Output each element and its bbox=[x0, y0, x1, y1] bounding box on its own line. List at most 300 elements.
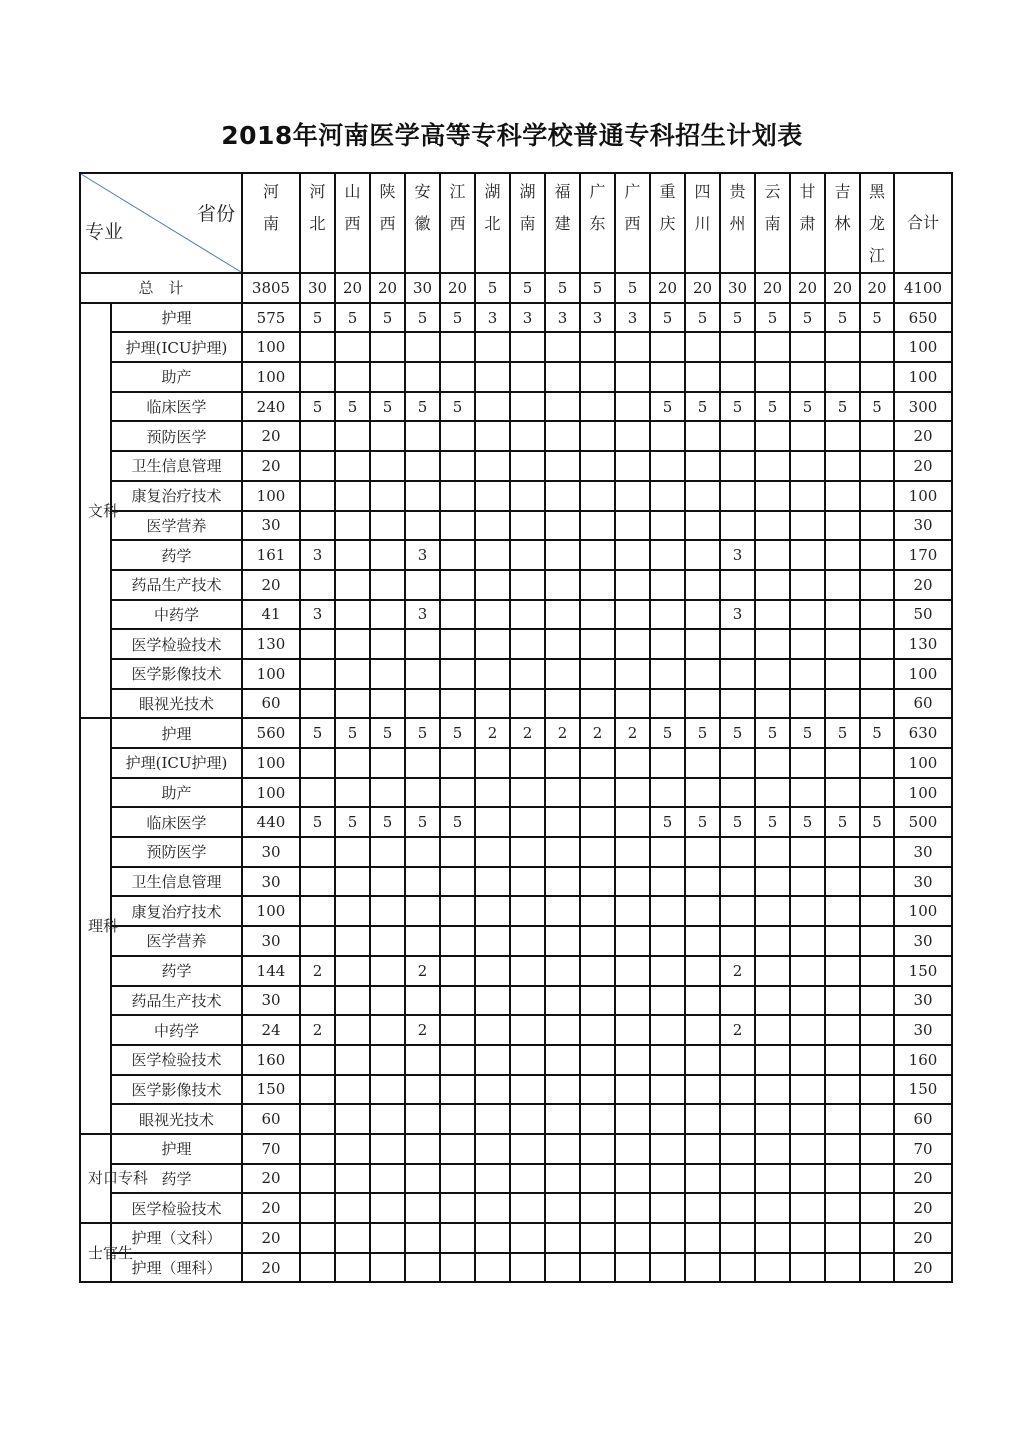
quota-cell: 5 bbox=[335, 303, 370, 333]
row-total-cell: 30 bbox=[894, 1015, 952, 1045]
quota-cell bbox=[370, 600, 405, 630]
quota-cell bbox=[720, 1253, 755, 1283]
category-group-text: 士官生 bbox=[88, 1243, 134, 1262]
quota-cell bbox=[300, 659, 335, 689]
quota-cell: 5 bbox=[405, 303, 440, 333]
quota-cell bbox=[335, 748, 370, 778]
quota-cell bbox=[825, 956, 860, 986]
quota-cell bbox=[720, 748, 755, 778]
quota-cell bbox=[440, 778, 475, 808]
quota-cell bbox=[440, 986, 475, 1016]
major-name: 卫生信息管理 bbox=[111, 451, 242, 481]
quota-cell bbox=[370, 629, 405, 659]
quota-cell: 5 bbox=[650, 807, 685, 837]
major-name: 眼视光技术 bbox=[111, 689, 242, 719]
quota-cell: 3 bbox=[300, 540, 335, 570]
quota-cell bbox=[755, 511, 790, 541]
quota-cell bbox=[475, 896, 510, 926]
quota-cell: 5 bbox=[860, 807, 894, 837]
quota-cell bbox=[440, 748, 475, 778]
quota-cell bbox=[720, 511, 755, 541]
quota-cell bbox=[615, 807, 650, 837]
quota-cell bbox=[685, 867, 720, 897]
quota-cell bbox=[510, 986, 545, 1016]
quota-cell bbox=[685, 1015, 720, 1045]
table-row bbox=[80, 511, 952, 541]
quota-cell bbox=[545, 1015, 580, 1045]
quota-cell bbox=[405, 659, 440, 689]
quota-cell bbox=[475, 481, 510, 511]
quota-cell bbox=[650, 1045, 685, 1075]
quota-cell bbox=[370, 332, 405, 362]
quota-cell bbox=[300, 570, 335, 600]
quota-cell bbox=[440, 511, 475, 541]
grand-total-cell: 20 bbox=[685, 273, 720, 303]
quota-cell bbox=[755, 332, 790, 362]
quota-cell bbox=[475, 807, 510, 837]
quota-cell bbox=[615, 1045, 650, 1075]
quota-cell: 30 bbox=[242, 986, 300, 1016]
quota-cell bbox=[580, 1015, 615, 1045]
major-name: 医学营养 bbox=[111, 926, 242, 956]
province-header bbox=[370, 173, 405, 273]
quota-cell: 3 bbox=[510, 303, 545, 333]
quota-cell bbox=[440, 956, 475, 986]
quota-cell bbox=[510, 689, 545, 719]
quota-cell: 560 bbox=[242, 718, 300, 748]
major-name: 护理（文科） bbox=[111, 1223, 242, 1253]
table-row bbox=[80, 570, 952, 600]
major-name: 护理 bbox=[111, 303, 242, 333]
category-group-text: 理科 bbox=[88, 917, 119, 936]
quota-cell bbox=[685, 837, 720, 867]
quota-cell bbox=[720, 837, 755, 867]
quota-cell: 100 bbox=[242, 778, 300, 808]
quota-cell bbox=[825, 1253, 860, 1283]
quota-cell bbox=[615, 1104, 650, 1134]
row-total-cell: 30 bbox=[894, 511, 952, 541]
quota-cell: 130 bbox=[242, 629, 300, 659]
quota-cell bbox=[615, 1193, 650, 1223]
grand-total-cell: 20 bbox=[370, 273, 405, 303]
quota-cell bbox=[300, 511, 335, 541]
quota-cell bbox=[720, 421, 755, 451]
quota-cell: 2 bbox=[510, 718, 545, 748]
quota-cell bbox=[615, 896, 650, 926]
quota-cell bbox=[475, 421, 510, 451]
quota-cell bbox=[510, 778, 545, 808]
quota-cell bbox=[475, 659, 510, 689]
quota-cell bbox=[825, 926, 860, 956]
quota-cell bbox=[335, 540, 370, 570]
quota-cell bbox=[370, 540, 405, 570]
quota-cell bbox=[755, 778, 790, 808]
quota-cell bbox=[335, 451, 370, 481]
quota-cell bbox=[370, 1223, 405, 1253]
quota-cell bbox=[755, 896, 790, 926]
quota-cell bbox=[440, 1015, 475, 1045]
quota-cell bbox=[685, 1164, 720, 1194]
quota-cell: 5 bbox=[440, 807, 475, 837]
quota-cell: 20 bbox=[242, 1223, 300, 1253]
table-row bbox=[80, 896, 952, 926]
quota-cell bbox=[545, 451, 580, 481]
major-name: 医学检验技术 bbox=[111, 1193, 242, 1223]
quota-cell: 3 bbox=[615, 303, 650, 333]
quota-cell bbox=[615, 689, 650, 719]
quota-cell bbox=[405, 511, 440, 541]
quota-cell bbox=[370, 867, 405, 897]
row-total-cell: 50 bbox=[894, 600, 952, 630]
major-name: 助产 bbox=[111, 778, 242, 808]
quota-cell bbox=[580, 481, 615, 511]
quota-cell bbox=[860, 1045, 894, 1075]
quota-cell: 5 bbox=[720, 392, 755, 422]
province-header bbox=[790, 173, 825, 273]
quota-cell bbox=[300, 1075, 335, 1105]
quota-cell bbox=[440, 837, 475, 867]
quota-cell bbox=[615, 837, 650, 867]
province-name: 广东 bbox=[589, 182, 606, 233]
quota-cell bbox=[825, 778, 860, 808]
province-name: 河南 bbox=[263, 182, 280, 233]
quota-cell bbox=[790, 1164, 825, 1194]
category-group-label bbox=[80, 1223, 134, 1282]
quota-cell bbox=[475, 1164, 510, 1194]
quota-cell bbox=[580, 867, 615, 897]
quota-cell bbox=[370, 1104, 405, 1134]
quota-cell bbox=[440, 1193, 475, 1223]
quota-cell bbox=[650, 896, 685, 926]
quota-cell bbox=[510, 896, 545, 926]
quota-cell bbox=[510, 332, 545, 362]
quota-cell bbox=[370, 778, 405, 808]
quota-cell bbox=[335, 659, 370, 689]
quota-cell bbox=[790, 421, 825, 451]
quota-cell bbox=[720, 1193, 755, 1223]
quota-cell: 20 bbox=[242, 1193, 300, 1223]
quota-cell bbox=[755, 659, 790, 689]
quota-cell bbox=[650, 1015, 685, 1045]
quota-cell bbox=[615, 1015, 650, 1045]
quota-cell bbox=[440, 600, 475, 630]
quota-cell bbox=[405, 837, 440, 867]
quota-cell bbox=[615, 956, 650, 986]
quota-cell bbox=[510, 540, 545, 570]
quota-cell bbox=[755, 600, 790, 630]
quota-cell bbox=[475, 511, 510, 541]
table-row bbox=[80, 1223, 952, 1253]
quota-cell: 20 bbox=[242, 451, 300, 481]
quota-cell bbox=[825, 1075, 860, 1105]
quota-cell bbox=[825, 896, 860, 926]
quota-cell bbox=[510, 1015, 545, 1045]
row-total-cell: 20 bbox=[894, 1223, 952, 1253]
quota-cell: 30 bbox=[242, 511, 300, 541]
quota-cell bbox=[685, 1075, 720, 1105]
quota-cell bbox=[475, 689, 510, 719]
table-row bbox=[80, 362, 952, 392]
quota-cell bbox=[545, 689, 580, 719]
quota-cell bbox=[860, 778, 894, 808]
category-group-label bbox=[80, 303, 119, 719]
quota-cell bbox=[335, 926, 370, 956]
quota-cell: 5 bbox=[335, 807, 370, 837]
quota-cell bbox=[405, 1164, 440, 1194]
quota-cell bbox=[790, 1134, 825, 1164]
quota-cell bbox=[300, 689, 335, 719]
quota-cell bbox=[335, 986, 370, 1016]
quota-cell bbox=[685, 362, 720, 392]
quota-cell bbox=[335, 837, 370, 867]
province-name: 云南 bbox=[764, 182, 781, 233]
quota-cell: 161 bbox=[242, 540, 300, 570]
quota-cell: 2 bbox=[580, 718, 615, 748]
quota-cell bbox=[790, 926, 825, 956]
quota-cell: 5 bbox=[335, 718, 370, 748]
quota-cell bbox=[650, 689, 685, 719]
quota-cell: 20 bbox=[242, 421, 300, 451]
quota-cell bbox=[510, 481, 545, 511]
table-row bbox=[80, 659, 952, 689]
quota-cell bbox=[825, 867, 860, 897]
quota-cell bbox=[615, 986, 650, 1016]
quota-cell bbox=[650, 570, 685, 600]
quota-cell: 3 bbox=[720, 540, 755, 570]
table-row bbox=[80, 718, 952, 748]
quota-cell bbox=[720, 570, 755, 600]
quota-cell bbox=[475, 1193, 510, 1223]
table-row bbox=[80, 1104, 952, 1134]
major-name: 药学 bbox=[111, 1164, 242, 1194]
grand-total-row bbox=[80, 273, 952, 303]
major-name: 临床医学 bbox=[111, 392, 242, 422]
grand-total-cell: 5 bbox=[545, 273, 580, 303]
major-name: 护理(ICU护理) bbox=[111, 332, 242, 362]
quota-cell bbox=[370, 837, 405, 867]
quota-cell bbox=[335, 511, 370, 541]
quota-cell bbox=[545, 1045, 580, 1075]
major-name: 临床医学 bbox=[111, 807, 242, 837]
quota-cell bbox=[685, 1134, 720, 1164]
province-name: 重庆 bbox=[659, 182, 676, 233]
quota-cell bbox=[825, 1164, 860, 1194]
province-name: 山西 bbox=[344, 182, 361, 233]
quota-cell bbox=[650, 1104, 685, 1134]
quota-cell bbox=[545, 807, 580, 837]
quota-cell bbox=[370, 659, 405, 689]
quota-cell bbox=[615, 362, 650, 392]
quota-cell bbox=[300, 629, 335, 659]
row-total-cell: 70 bbox=[894, 1134, 952, 1164]
quota-cell bbox=[510, 1164, 545, 1194]
quota-cell bbox=[335, 896, 370, 926]
grand-total-cell: 20 bbox=[650, 273, 685, 303]
quota-cell bbox=[545, 986, 580, 1016]
quota-cell: 5 bbox=[405, 718, 440, 748]
quota-cell bbox=[650, 1223, 685, 1253]
quota-cell bbox=[335, 629, 370, 659]
row-total-cell: 630 bbox=[894, 718, 952, 748]
grand-total-cell: 3805 bbox=[242, 273, 300, 303]
quota-cell bbox=[510, 1253, 545, 1283]
quota-cell bbox=[335, 1134, 370, 1164]
quota-cell bbox=[580, 332, 615, 362]
row-total-cell: 30 bbox=[894, 867, 952, 897]
quota-cell bbox=[545, 600, 580, 630]
grand-total-cell: 5 bbox=[615, 273, 650, 303]
quota-cell bbox=[475, 540, 510, 570]
quota-cell bbox=[405, 926, 440, 956]
quota-cell bbox=[755, 421, 790, 451]
quota-cell bbox=[475, 1045, 510, 1075]
quota-cell: 5 bbox=[720, 303, 755, 333]
quota-cell: 2 bbox=[615, 718, 650, 748]
quota-cell bbox=[440, 1223, 475, 1253]
quota-cell bbox=[440, 1164, 475, 1194]
grand-total-label: 总 计 bbox=[80, 273, 242, 303]
quota-cell bbox=[440, 362, 475, 392]
quota-cell bbox=[825, 511, 860, 541]
quota-cell bbox=[755, 689, 790, 719]
quota-cell: 5 bbox=[790, 807, 825, 837]
quota-cell: 5 bbox=[755, 718, 790, 748]
quota-cell: 5 bbox=[440, 718, 475, 748]
quota-cell bbox=[405, 629, 440, 659]
quota-cell bbox=[300, 1045, 335, 1075]
quota-cell bbox=[300, 1223, 335, 1253]
grand-total-cell: 20 bbox=[825, 273, 860, 303]
category-group-label bbox=[80, 1134, 149, 1223]
quota-cell: 41 bbox=[242, 600, 300, 630]
quota-cell bbox=[615, 1253, 650, 1283]
grand-total-cell: 30 bbox=[405, 273, 440, 303]
province-header bbox=[510, 173, 545, 273]
quota-cell: 5 bbox=[370, 718, 405, 748]
quota-cell bbox=[475, 778, 510, 808]
quota-cell bbox=[370, 986, 405, 1016]
quota-cell bbox=[755, 362, 790, 392]
quota-cell bbox=[405, 1193, 440, 1223]
quota-cell bbox=[370, 481, 405, 511]
quota-cell bbox=[790, 689, 825, 719]
quota-cell bbox=[860, 362, 894, 392]
quota-cell bbox=[615, 540, 650, 570]
quota-cell bbox=[650, 451, 685, 481]
quota-cell bbox=[510, 362, 545, 392]
quota-cell bbox=[405, 1104, 440, 1134]
quota-cell bbox=[825, 1104, 860, 1134]
quota-cell bbox=[440, 1075, 475, 1105]
quota-cell bbox=[615, 332, 650, 362]
major-name: 护理 bbox=[111, 718, 242, 748]
quota-cell bbox=[615, 1134, 650, 1164]
row-total-cell: 150 bbox=[894, 1075, 952, 1105]
quota-cell: 5 bbox=[825, 718, 860, 748]
quota-cell bbox=[475, 1075, 510, 1105]
major-axis-label: 专业 bbox=[85, 221, 124, 243]
quota-cell bbox=[790, 570, 825, 600]
quota-cell bbox=[615, 600, 650, 630]
quota-cell: 5 bbox=[790, 303, 825, 333]
quota-cell: 20 bbox=[242, 1164, 300, 1194]
quota-cell bbox=[825, 659, 860, 689]
quota-cell bbox=[755, 1193, 790, 1223]
quota-cell bbox=[755, 1223, 790, 1253]
quota-cell bbox=[825, 1015, 860, 1045]
quota-cell bbox=[720, 926, 755, 956]
quota-cell bbox=[405, 481, 440, 511]
row-total-cell: 60 bbox=[894, 689, 952, 719]
quota-cell bbox=[440, 481, 475, 511]
quota-cell bbox=[790, 629, 825, 659]
quota-cell bbox=[510, 1104, 545, 1134]
province-name: 河北 bbox=[309, 182, 326, 233]
quota-cell bbox=[755, 1045, 790, 1075]
major-name: 预防医学 bbox=[111, 837, 242, 867]
table-row bbox=[80, 748, 952, 778]
quota-cell: 5 bbox=[300, 807, 335, 837]
quota-cell: 440 bbox=[242, 807, 300, 837]
quota-cell bbox=[510, 421, 545, 451]
quota-cell bbox=[685, 926, 720, 956]
quota-cell bbox=[300, 778, 335, 808]
table-row bbox=[80, 837, 952, 867]
quota-cell bbox=[405, 1075, 440, 1105]
quota-cell bbox=[685, 1045, 720, 1075]
province-header bbox=[405, 173, 440, 273]
quota-cell bbox=[335, 421, 370, 451]
quota-cell: 2 bbox=[475, 718, 510, 748]
quota-cell bbox=[510, 570, 545, 600]
quota-cell: 5 bbox=[685, 718, 720, 748]
quota-cell bbox=[545, 778, 580, 808]
quota-cell bbox=[790, 600, 825, 630]
province-header bbox=[242, 173, 300, 273]
quota-cell bbox=[510, 956, 545, 986]
quota-cell bbox=[405, 1223, 440, 1253]
quota-cell bbox=[825, 986, 860, 1016]
quota-cell bbox=[510, 748, 545, 778]
row-total-cell: 20 bbox=[894, 1164, 952, 1194]
quota-cell bbox=[405, 451, 440, 481]
major-name: 药品生产技术 bbox=[111, 570, 242, 600]
quota-cell bbox=[370, 1015, 405, 1045]
quota-cell bbox=[370, 748, 405, 778]
quota-cell bbox=[825, 1193, 860, 1223]
quota-cell bbox=[300, 837, 335, 867]
quota-cell bbox=[685, 332, 720, 362]
row-total-cell: 100 bbox=[894, 896, 952, 926]
quota-cell bbox=[440, 1104, 475, 1134]
quota-cell bbox=[825, 332, 860, 362]
quota-cell: 5 bbox=[300, 303, 335, 333]
quota-cell: 5 bbox=[860, 392, 894, 422]
quota-cell: 5 bbox=[440, 303, 475, 333]
quota-cell bbox=[510, 1193, 545, 1223]
quota-cell bbox=[790, 481, 825, 511]
quota-cell bbox=[405, 332, 440, 362]
table-row bbox=[80, 778, 952, 808]
quota-cell bbox=[580, 1223, 615, 1253]
quota-cell bbox=[860, 1075, 894, 1105]
quota-cell bbox=[755, 1164, 790, 1194]
quota-cell bbox=[860, 540, 894, 570]
quota-cell bbox=[720, 778, 755, 808]
quota-cell bbox=[650, 748, 685, 778]
category-group-text: 对口专科 bbox=[88, 1169, 149, 1188]
table-row bbox=[80, 1075, 952, 1105]
